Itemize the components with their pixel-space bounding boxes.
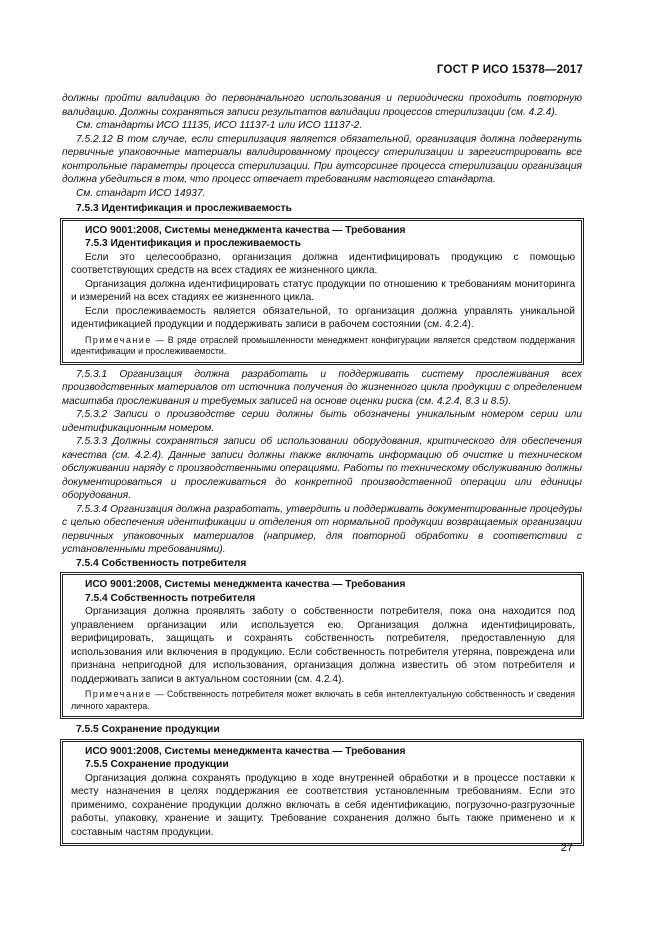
box-note: [71, 689, 575, 712]
document-header-id: ГОСТ Р ИСО 15378—2017: [436, 64, 583, 76]
box-paragraph: Если это целесообразно, организация должна идентифицировать продукцию с помощью соответствующих средств на всех стадиях ее жизненного цикла.: [71, 251, 575, 276]
note-text: — В ряде отраслей промышленности менеджмент конфигурации является средством поддержания идентификации и прослеживаемости.: [71, 334, 575, 356]
iso9001-box-7-5-3: [62, 220, 582, 363]
box-subtitle: 7.5.4 Собственность потребителя: [85, 592, 256, 604]
iso9001-box-7-5-5: [62, 741, 582, 845]
note-label: Примечание: [85, 689, 152, 699]
box-paragraph: Организация должна сохранять продукцию в ходе внутренней обработки и в процессе поставки к месту назначения в целях поддержания ее соответствия установленным требованиям. Если это применимо, сохранение продукции должно включать в себя идентификацию, погрузочно-разгрузочные работы, упаковку, хранение и защиту. Требование сохранения должно быть также применено и к составным частям продукции.: [71, 772, 575, 838]
box-title: ИСО 9001:2008, Системы менеджмента качества — Требования: [85, 579, 406, 590]
iso9001-box-7-5-4: [62, 574, 582, 717]
section-7-5-5-heading: 7.5.5 Сохранение продукции: [76, 724, 220, 735]
clause-7-5-3-2: 7.5.3.2 Записи о производстве серии должны быть обозначены уникальным номером серии или идентификационным номером.: [62, 409, 582, 434]
intro-paragraph-1: должны пройти валидацию до первоначального использования и периодически проходить повторную валидацию. Должны сохраняться записи результатов валидации процессов стерилизации (см. 4.2.4).: [62, 93, 582, 118]
section-7-5-3-heading: 7.5.3 Идентификация и прослеживаемость: [76, 203, 292, 214]
box-paragraph: Организация должна идентифицировать статус продукции по отношению к требованиям мониторинга и измерений на всех стадиях ее жизненного цикла.: [71, 278, 575, 303]
note-text: — Собственность потребителя может включать в себя интеллектуальную собственность и сведения личного характера.: [71, 689, 575, 711]
box-note: [71, 335, 575, 358]
page-number: 27: [560, 842, 573, 854]
clause-7-5-3-4: 7.5.3.4 Организация должна разработать, утвердить и поддерживать документированные процедуры с целью обеспечения идентификации и отделения от нормальной продукции возвращаемых организации первичных упаковочных материалов (например, для повторной обработки в соответствии с установленными требованиями).: [62, 503, 582, 555]
clause-7-5-3-3: 7.5.3.3 Должны сохраняться записи об использовании оборудования, критического для обеспечения качества (см. 4.2.4). Данные записи должны также включать информацию об очистке и техническом обслуживании наряду с производственными операциями. Работы по техническому обслуживанию должны документироваться и прослеживаться до конкретной производственной операции или единицы оборудования.: [62, 436, 582, 501]
clause-7-5-2-12: 7.5.2.12 В том случае, если стерилизация является обязательной, организация должна подвергнуть первичные упаковочные материалы валидированному процессу стерилизации и зарегистрировать все контрольные параметры процесса стерилизации. При аутсорсинге процесса стерилизации организация должна убедиться в том, что процесс отвечает требованиям настоящего стандарта.: [62, 133, 582, 185]
box-subtitle: 7.5.5 Сохранение продукции: [85, 759, 229, 770]
box-paragraph: Организация должна проявлять заботу о собственности потребителя, пока она находится под управлением организации или используется ею. Организация должна идентифицировать, верифицировать, защищать и сохранять собственность потребителя, предоставленную для использования или включения в продукцию. Если собственность потребителя утеряна, повреждена или признана непригодной для использования, организация должна известить об этом потребителя и поддерживать записи в актуальном состоянии (см. 4.2.4).: [71, 606, 575, 685]
section-7-5-4-heading: 7.5.4 Собственность потребителя: [76, 557, 247, 569]
clause-7-5-3-1: 7.5.3.1 Организация должна разработать и поддерживать систему прослеживания всех производственных материалов от источника получения до жизненного цикла продукции с определением масштаба прослеживания и требуемых записей на основе оценки риска (см. 4.2.4, 8.3 и 8.5).: [62, 368, 582, 407]
box-paragraph: Если прослеживаемость является обязательной, то организация должна управлять уникальной идентификацией продукции и поддерживать записи в рабочем состоянии (см. 4.2.4).: [71, 305, 575, 330]
box-title: ИСО 9001:2008, Системы менеджмента качества — Требования: [85, 745, 406, 757]
box-title: ИСО 9001:2008, Системы менеджмента качества — Требования: [85, 224, 406, 236]
box-subtitle: 7.5.3 Идентификация и прослеживаемость: [85, 238, 301, 249]
note-label: Примечание: [85, 334, 152, 345]
text-column: [62, 92, 582, 849]
intro-reference-1: См. стандарты ИСО 11135, ИСО 11137-1 или ИСО 11137-2.: [76, 120, 363, 131]
intro-reference-2: См. стандарт ИСО 14937.: [76, 187, 206, 199]
